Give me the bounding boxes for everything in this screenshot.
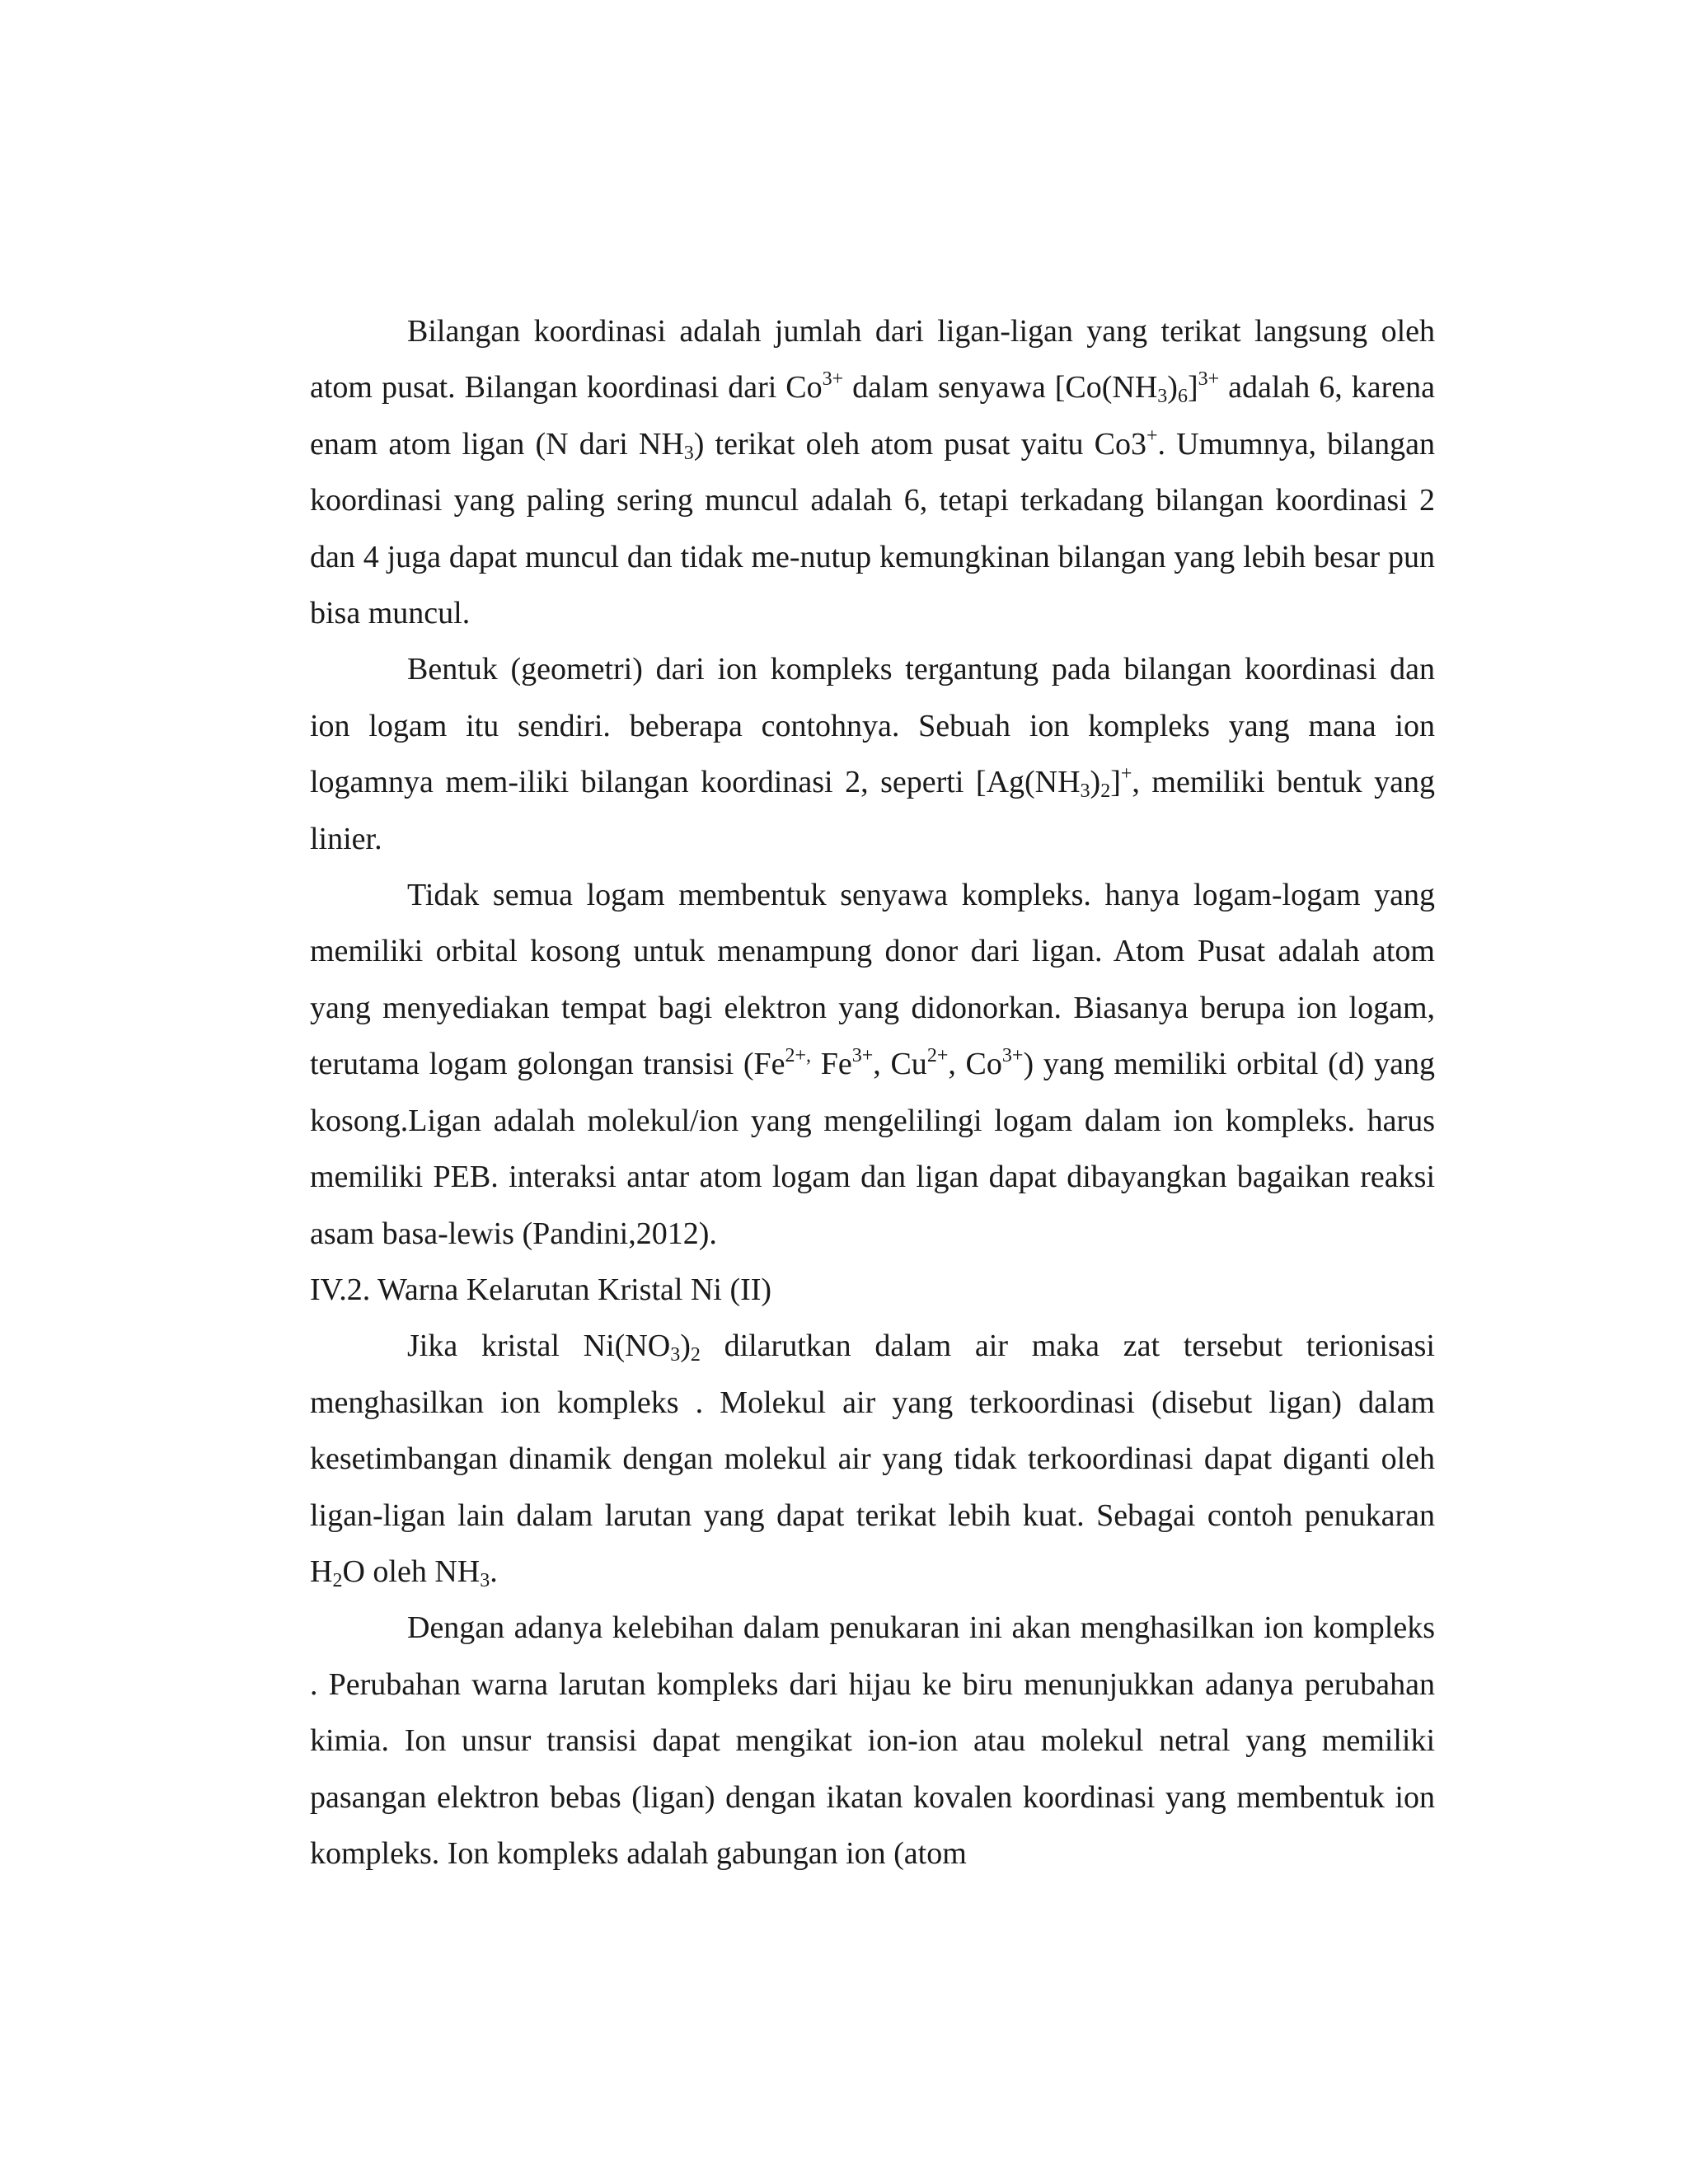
paragraph [310,1318,1435,1600]
text-run: Dengan adanya kelebihan dalam penukaran ini akan menghasilkan ion kompleks . Perubahan warna larutan kompleks dari hijau ke biru menunjukkan adanya perubahan kimia. Ion unsur transisi dapat mengikat ion-ion atau molekul netral yang memiliki pasangan elektron bebas (ligan) dengan ikatan kovalen koordinasi yang membentuk ion kompleks. Ion kompleks adalah gabungan ion (atom [310,1610,1435,1871]
body-text [310,303,1435,1882]
text-run: Bentuk (geometri) dari ion kompleks tergantung pada bilangan koordinasi dan ion logam itu sendiri. beberapa contohnya. Sebuah ion kompleks yang mana ion logamnya mem-iliki bilangan koordinasi 2, seperti [Ag(NH [310,652,1435,800]
text-run: . Umumnya, bilangan koordinasi yang paling sering muncul adalah 6, tetapi terkadang bilangan koordinasi 2 dan 4 juga dapat muncul dan tidak me-nutup kemungkinan bilangan yang lebih besar pun bisa muncul. [310,426,1436,631]
text-run: ) yang memiliki orbital (d) yang kosong.Ligan adalah molekul/ion yang mengelilingi logam dalam ion kompleks. harus memiliki PEB. interaksi antar atom logam dan ligan dapat dibayangkan bagaikan reaksi asam basa-lewis (Pandini,2012). [310,1047,1435,1251]
text-run: Fe [811,1047,852,1082]
subscript: 3 [480,1569,490,1591]
text-run: O oleh NH [342,1554,481,1589]
subscript: 3 [683,442,694,464]
section-heading [310,1262,1435,1318]
text-run: Jika kristal Ni(NO [407,1329,671,1364]
superscript: + [1146,424,1158,447]
superscript: 3+ [822,368,844,391]
text-run: dalam senyawa [Co(NH [843,370,1158,405]
subscript: 2 [1100,780,1111,803]
text-run: ) [1090,765,1101,800]
text-run: . [490,1554,498,1589]
text-run: adalah 6, karena enam atom ligan (N dari NH [310,370,1435,462]
superscript: 3+ [851,1045,874,1067]
paragraph [310,867,1435,1262]
text-run: ) [1167,370,1178,405]
text-run: , Co [948,1047,1002,1082]
subscript: 2 [332,1569,343,1591]
subscript: 3 [1080,780,1090,803]
text-run: ] [1187,370,1198,405]
superscript: 2+, [785,1045,812,1067]
superscript: 2+ [926,1045,949,1067]
superscript: + [1120,763,1132,785]
text-run: ] [1110,765,1121,800]
text-run: Tidak semua logam membentuk senyawa kompleks. hanya logam-logam yang memiliki orbital kosong untuk menampung donor dari ligan. Atom Pusat adalah atom yang menyediakan tempat bagi elektron yang didonorkan. Biasanya berupa ion logam, terutama logam golongan transisi (Fe [310,878,1435,1082]
text-run: ) terikat oleh atom pusat yaitu Co3 [693,426,1146,462]
superscript: 3+ [1001,1045,1024,1067]
subscript: 2 [690,1344,701,1366]
text-run: IV.2. Warna Kelarutan Kristal Ni (II) [310,1272,772,1307]
text-run: , Cu [873,1047,927,1082]
text-run: ) [680,1329,691,1364]
subscript: 6 [1177,386,1188,408]
paragraph [310,303,1435,641]
subscript: 3 [670,1344,681,1366]
text-run: Bilangan koordinasi adalah jumlah dari ligan-ligan yang terikat langsung oleh atom pusat. Bilangan koordinasi dari Co [310,314,1435,405]
subscript: 3 [1157,386,1168,408]
paragraph [310,641,1435,867]
superscript: 3+ [1198,368,1220,391]
text-run: dilarutkan dalam air maka zat tersebut terionisasi menghasilkan ion kompleks . Molekul air yang terkoordinasi (disebut ligan) dalam kesetimbangan dinamik dengan molekul air yang tidak terkoordinasi dapat diganti oleh ligan-ligan lain dalam larutan yang dapat terikat lebih kuat. Sebagai contoh penukaran H [310,1329,1435,1589]
paragraph [310,1600,1435,1882]
text-run: , memiliki bentuk yang linier. [310,765,1435,856]
